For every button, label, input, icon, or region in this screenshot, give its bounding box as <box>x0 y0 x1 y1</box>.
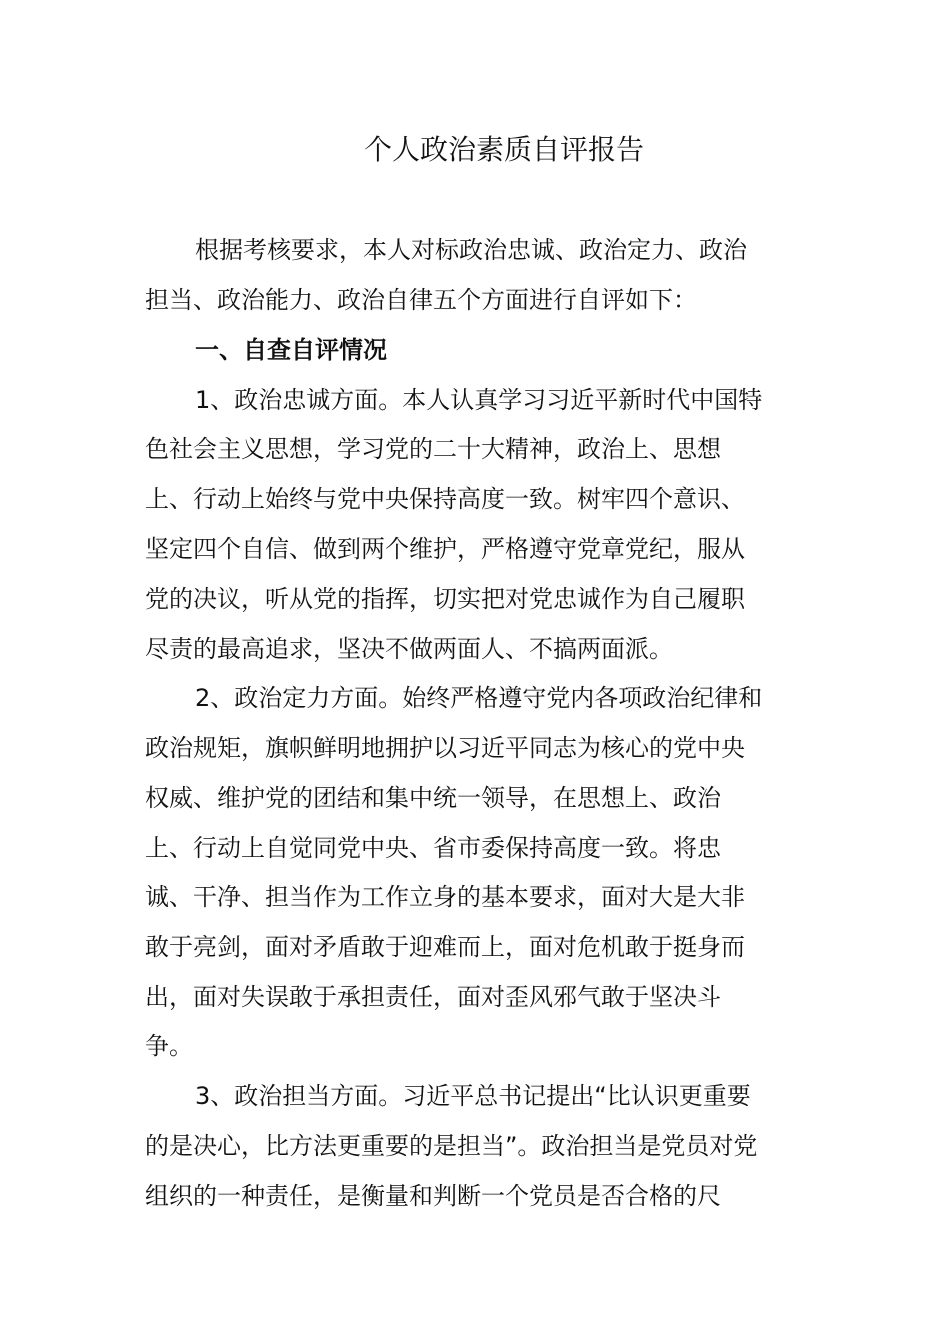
paragraph-line: 权威、维护党的团结和集中统一领导，在思想上、政治 <box>145 784 721 812</box>
paragraph-line: 诚、干净、担当作为工作立身的基本要求，面对大是大非 <box>145 883 745 911</box>
paragraph-line: 争。 <box>145 1032 193 1060</box>
paragraph-line: 1、政治忠诚方面。本人认真学习习近平新时代中国特 <box>195 386 763 414</box>
paragraph-line: 上、行动上自觉同党中央、省市委保持高度一致。将忠 <box>145 834 721 862</box>
paragraph-line: 组织的一种责任，是衡量和判断一个党员是否合格的尺 <box>145 1182 721 1210</box>
paragraph-line: 敢于亮剑，面对矛盾敢于迎难而上，面对危机敢于挺身而 <box>145 933 745 961</box>
paragraph-line: 上、行动上始终与党中央保持高度一致。树牢四个意识、 <box>145 485 745 513</box>
paragraph-line: 2、政治定力方面。始终严格遵守党内各项政治纪律和 <box>195 684 763 712</box>
paragraph-line: 的是决心，比方法更重要的是担当”。政治担当是党员对党 <box>145 1132 758 1160</box>
paragraph-line: 党的决议，听从党的指挥，切实把对党忠诚作为自己履职 <box>145 585 745 613</box>
paragraph-line: 尽责的最高追求，坚决不做两面人、不搞两面派。 <box>145 635 673 663</box>
section-heading: 一、自查自评情况 <box>195 336 387 364</box>
paragraph-line: 政治规矩，旗帜鲜明地拥护以习近平同志为核心的党中央 <box>145 734 745 762</box>
paragraph-line: 坚定四个自信、做到两个维护，严格遵守党章党纪，服从 <box>145 535 745 563</box>
paragraph-line: 色社会主义思想，学习党的二十大精神，政治上、思想 <box>145 435 721 463</box>
paragraph-line: 3、政治担当方面。习近平总书记提出“比认识更重要 <box>195 1082 751 1110</box>
document-title: 个人政治素质自评报告 <box>363 133 644 166</box>
paragraph-line: 出，面对失误敢于承担责任，面对歪风邪气敢于坚决斗 <box>145 983 721 1011</box>
paragraph-line: 根据考核要求，本人对标政治忠诚、政治定力、政治 <box>195 236 747 264</box>
paragraph-line: 担当、政治能力、政治自律五个方面进行自评如下： <box>145 286 697 314</box>
